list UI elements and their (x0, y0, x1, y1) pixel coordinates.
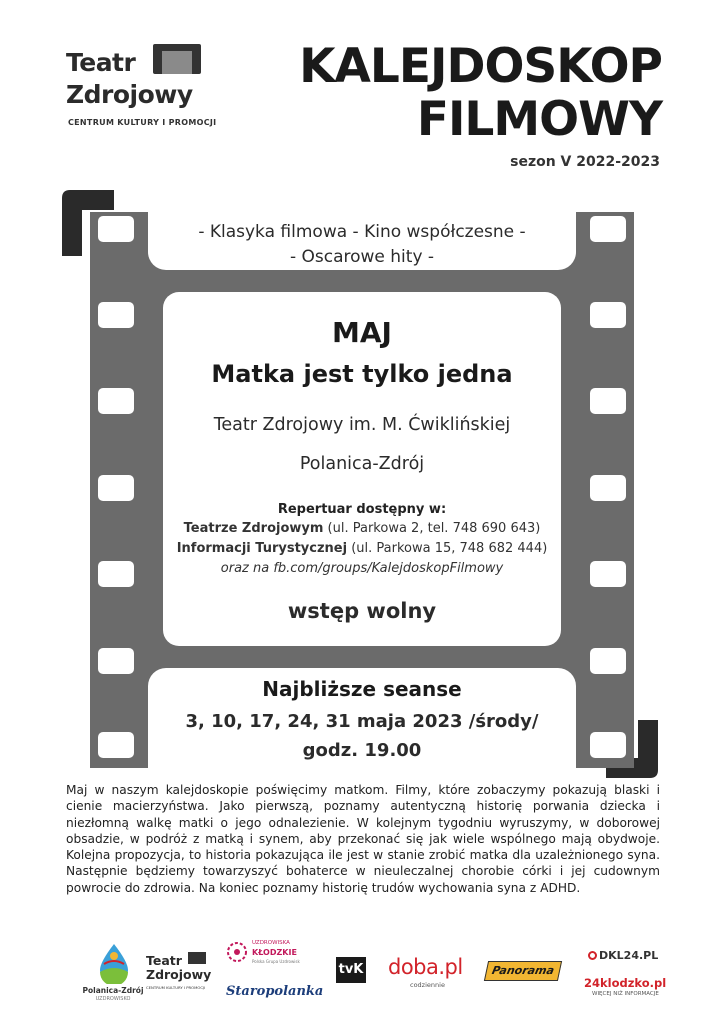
doba-logo (388, 955, 464, 989)
repertoire-line-3: oraz na fb.com/groups/KalejdoskopFilmowy (220, 561, 504, 576)
logo-mark-icon (153, 44, 201, 74)
staropolanka-logo: Staropolanka (226, 984, 324, 999)
month-heading: MAJ (332, 316, 392, 349)
repertoire-line-1 (90, 521, 634, 536)
film-hole (98, 388, 134, 414)
rep1-rest: (ul. Parkowa 2, tel. 748 690 643) (323, 521, 541, 536)
teatr-zdrojowy-logo (66, 44, 226, 134)
logo-line2: Zdrojowy (66, 80, 193, 109)
tagline-line2: - Oscarowe hity - (289, 247, 435, 267)
klodzko24-logo: 24klodzko.pl (584, 976, 667, 990)
footer-teatr-sub: CENTRUM KULTURY I PROMOCJI (146, 985, 206, 990)
season-label: sezon V 2022-2023 (510, 154, 660, 170)
dkl-name: DKL24.PL (599, 949, 659, 962)
film-hole (590, 475, 626, 501)
movie-title: Matka jest tylko jedna (211, 360, 513, 388)
description: Maj w naszym kalejdoskopie poświęcimy matkom. Filmy, które zobaczymy pokazują blaski i cienie macierzyństwa. Jako pierwszą, poznamy autentyczną historię porwania dziecka i niezłomną walkę matki o jego odnalezienie. W kolejnym tygodniu wyruszymy, w doborowej obsadzie, w podróż z matką i synem, aby przekonać się jak wiele wspólnego mają obydwoje. Kolejna propozycja, to historia pokazująca ile jest w stanie zrobić matka dla uzależnionego syna. Następnie będziemy towarzyszyć bohaterce w nieuleczalnej chorobie córki i jej cudownym powrocie do zdrowia. Na koniec poznamy historię trudów wychowania syna z ADHD. (66, 783, 660, 895)
uzdrowiska-flower-icon (226, 940, 248, 964)
tagline (90, 220, 634, 270)
doba-name: doba.pl (388, 955, 463, 979)
footer-teatr-line2: Zdrojowy (146, 967, 212, 982)
dkl-circle-icon (588, 951, 597, 960)
uzdrowiska-top: UZDROWISKA (252, 940, 290, 946)
klodzko24-sub: WIĘCEJ NIŻ INFORMACJE (592, 991, 659, 997)
film-hole (590, 648, 626, 674)
rep2-rest: (ul. Parkowa 15, 748 682 444) (347, 541, 548, 556)
page-title (299, 40, 662, 146)
city: Polanica-Zdrój (299, 454, 425, 474)
dkl24-logo (588, 949, 658, 962)
title-line2: FILMOWY (416, 92, 662, 147)
doba-sub: codziennie (410, 981, 445, 989)
title-line1: KALEJDOSKOP (299, 39, 662, 94)
polanica-name: Polanica-Zdrój (82, 986, 144, 995)
uzdrowiska-main: KŁODZKIE (252, 948, 297, 957)
rep2-bold: Informacji Turystycznej (176, 541, 348, 556)
polanica-sub: UZDROWISKO (95, 996, 131, 1002)
film-hole (98, 475, 134, 501)
film-hole (590, 388, 626, 414)
panorama-logo: Panorama (484, 961, 562, 981)
teatr-zdrojowy-footer-logo (146, 952, 220, 996)
logo-subtitle: CENTRUM KULTURY I PROMOCJI (68, 118, 217, 127)
film-hole (98, 648, 134, 674)
repertoire-line-2 (90, 541, 634, 556)
tvk-logo: tvK (336, 957, 366, 983)
repertoire-heading: Repertuar dostępny w: (277, 502, 447, 517)
entry-free: wstęp wolny (287, 599, 437, 623)
logo-line1: Teatr (66, 48, 136, 77)
rep1-bold: Teatrze Zdrojowym (183, 521, 324, 536)
uzdrowiska-sub: Polska Grupa Uzdrowisk (252, 959, 300, 964)
polanica-drop-icon (94, 942, 134, 984)
polanica-zdroj-logo (80, 942, 146, 1004)
footer-logo-mark-icon (188, 952, 206, 964)
footer-teatr-line1: Teatr (146, 953, 182, 968)
session-time: godz. 19.00 (302, 740, 422, 761)
session-dates: 3, 10, 17, 24, 31 maja 2023 /środy/ (185, 711, 539, 732)
venue: Teatr Zdrojowy im. M. Ćwiklińskiej (213, 415, 511, 435)
film-strip (90, 212, 634, 768)
sessions-heading: Najbliższe seanse (262, 677, 462, 701)
uzdrowiska-klodzkie-logo (226, 940, 326, 972)
tagline-line1: - Klasyka filmowa - Kino współczesne - (198, 222, 526, 242)
